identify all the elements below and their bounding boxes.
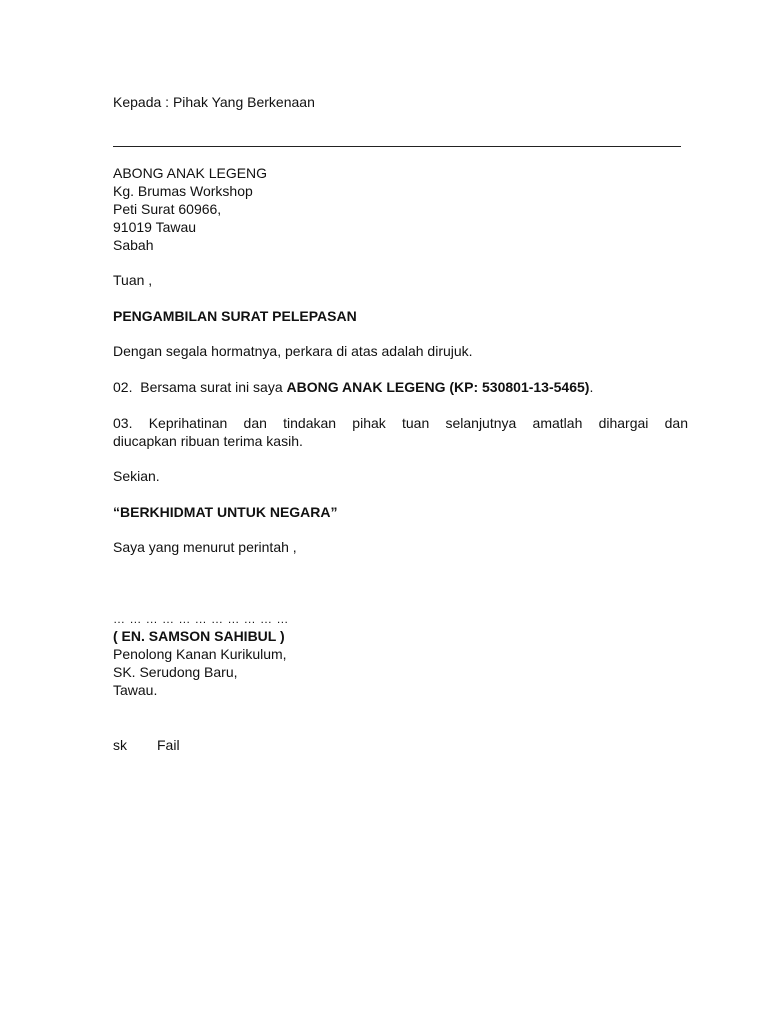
signature-line <box>113 610 688 628</box>
address-line-postcode: 91019 Tawau <box>113 219 197 235</box>
recipient-line <box>113 93 688 111</box>
paragraph-3-line-1: 03. Keprihatinan dan tindakan pihak tuan selanjutnya amatlah dihargai dan <box>113 415 688 431</box>
cc-line <box>113 736 688 754</box>
cc-label: sk <box>113 737 127 753</box>
signatory-block <box>113 627 688 699</box>
address-block <box>113 164 688 254</box>
paragraph-1 <box>113 342 688 360</box>
paragraph-3 <box>113 414 688 450</box>
sign-off-text: Saya yang menurut perintah , <box>113 539 297 555</box>
paragraph-3-line-2: diucapkan ribuan terima kasih. <box>113 433 303 449</box>
paragraph-1-text: Dengan segala hormatnya, perkara di atas adalah dirujuk. <box>113 343 473 359</box>
paragraph-2-suffix: . <box>589 379 594 395</box>
paragraph-2 <box>113 378 688 396</box>
signatory-position: Penolong Kanan Kurikulum, <box>113 646 287 662</box>
paragraph-2-prefix: 02. Bersama surat ini saya <box>113 379 287 395</box>
signature-dots: … … … … … … … … … … … <box>113 612 289 626</box>
sign-off <box>113 538 688 556</box>
separator-line <box>113 146 681 147</box>
address-line-street: Kg. Brumas Workshop <box>113 183 253 199</box>
motto <box>113 503 688 521</box>
signatory-name: ( EN. SAMSON SAHIBUL ) <box>113 628 285 644</box>
subject-text: PENGAMBILAN SURAT PELEPASAN <box>113 308 357 324</box>
closing-text: Sekian. <box>113 468 160 484</box>
salutation <box>113 271 688 289</box>
signatory-town: Tawau. <box>113 682 158 698</box>
recipient-text: Kepada : Pihak Yang Berkenaan <box>113 94 315 110</box>
address-line-state: Sabah <box>113 237 154 253</box>
salutation-text: Tuan , <box>113 272 153 288</box>
subject-heading <box>113 307 688 325</box>
motto-text: “BERKHIDMAT UNTUK NEGARA” <box>113 504 338 520</box>
closing <box>113 467 688 485</box>
cc-value: Fail <box>157 737 180 753</box>
signatory-school: SK. Serudong Baru, <box>113 664 238 680</box>
paragraph-2-bold: ABONG ANAK LEGENG (KP: 530801-13-5465) <box>286 379 590 395</box>
address-line-name: ABONG ANAK LEGENG <box>113 165 268 181</box>
address-line-pobox: Peti Surat 60966, <box>113 201 222 217</box>
